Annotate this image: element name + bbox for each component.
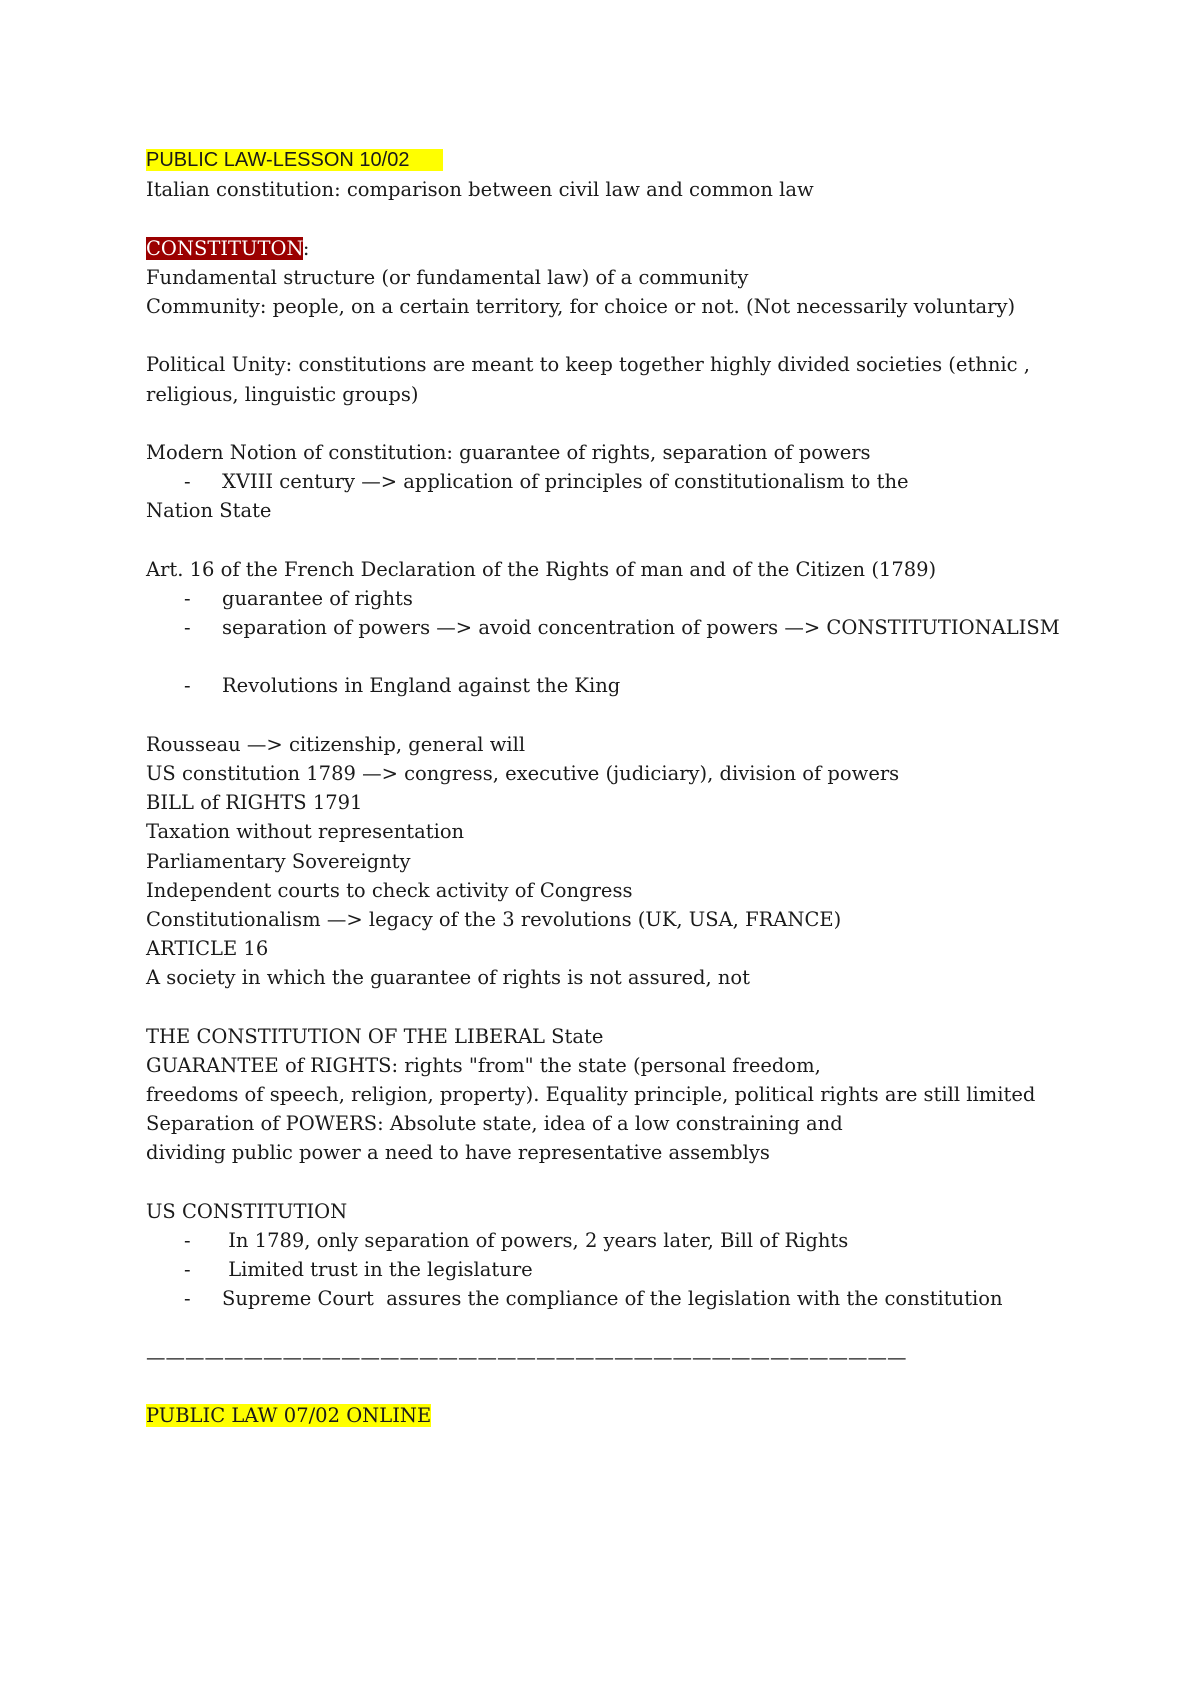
section-title-2	[146, 1401, 1106, 1430]
bullet-dash: -	[184, 674, 191, 698]
bullet-text: XVIII century —> application of principles of constitutionalism to the	[222, 470, 909, 494]
bullet-text: guarantee of rights	[222, 586, 413, 610]
bullet-text: separation of powers —> avoid concentration of powers —> CONSTITUTIONALISM	[222, 616, 1060, 639]
text-line: GUARANTEE of RIGHTS: rights "from" the state (personal freedom,	[146, 1053, 821, 1077]
text-line: THE CONSTITUTION OF THE LIBERAL State	[146, 1024, 604, 1048]
text-line: ARTICLE 16	[146, 937, 269, 961]
bullet-item	[146, 613, 1106, 642]
bullet-item	[146, 467, 1106, 496]
spacer	[146, 1314, 1106, 1343]
text-line: US CONSTITUTION	[146, 1199, 348, 1223]
section-title-2-highlight: PUBLIC LAW 07/02 ONLINE	[146, 1404, 432, 1428]
spacer	[146, 701, 1106, 730]
text-line: Community: people, on a certain territory, for choice or not. (Not necessarily voluntary)	[146, 294, 1016, 318]
text-line: A society in which the guarantee of rights is not assured, not	[146, 966, 751, 990]
text-line: dividing public power a need to have representative assemblys	[146, 1141, 770, 1165]
spacer	[146, 642, 1106, 671]
text-line: Fundamental structure (or fundamental law) of a community	[146, 265, 749, 289]
text-line: Parliamentary Sovereignty	[146, 849, 411, 873]
text-line: Political Unity: constitutions are meant to keep together highly divided societies (ethnic ,	[146, 353, 1030, 377]
bullet-text: Supreme Court assures the compliance of the legislation with the constitution	[222, 1287, 1003, 1311]
bullet-dash: -	[184, 1287, 191, 1311]
text-line: Modern Notion of constitution: guarantee of rights, separation of powers	[146, 440, 871, 464]
document-page	[146, 146, 1106, 1430]
bullet-dash: -	[184, 616, 191, 639]
spacer	[146, 992, 1106, 1021]
bullet-dash: -	[184, 1228, 191, 1252]
text-line: freedoms of speech, religion, property). Equality principle, political rights are still limited	[146, 1083, 1036, 1106]
text-line: religious, linguistic groups)	[146, 382, 419, 406]
lesson-title	[146, 146, 1106, 175]
text-line: US constitution 1789 —> congress, executive (judiciary), division of powers	[146, 761, 900, 785]
text-line: Independent courts to check activity of Congress	[146, 878, 633, 902]
spacer	[146, 1372, 1106, 1401]
text-line: Separation of POWERS: Absolute state, idea of a low constraining and	[146, 1112, 843, 1136]
spacer	[146, 1168, 1106, 1197]
bullet-item	[146, 584, 1106, 613]
horizontal-rule-text: ———————————————————————————————————————	[146, 1345, 907, 1369]
text-line: BILL of RIGHTS 1791	[146, 791, 363, 815]
text-line: Nation State	[146, 499, 272, 523]
spacer	[146, 409, 1106, 438]
bullet-item	[146, 1284, 1106, 1313]
spacer	[146, 204, 1106, 233]
bullet-dash: -	[184, 1258, 191, 1282]
bullet-item	[146, 1226, 1106, 1255]
bullet-text: Limited trust in the legislature	[222, 1258, 533, 1282]
text-line: Constitutionalism —> legacy of the 3 revolutions (UK, USA, FRANCE)	[146, 907, 842, 931]
bullet-text: Revolutions in England against the King	[222, 674, 621, 698]
lesson-title-highlight: PUBLIC LAW-LESSON 10/02	[146, 149, 443, 171]
text-line: Taxation without representation	[146, 820, 465, 844]
bullet-dash: -	[184, 586, 191, 610]
constitution-heading-highlight: CONSTITUTON	[146, 236, 303, 260]
constitution-heading: CONSTITUTON:	[146, 236, 310, 260]
text-line: Art. 16 of the French Declaration of the Rights of man and of the Citizen (1789)	[146, 557, 937, 581]
bullet-item	[146, 1255, 1106, 1284]
lesson-subtitle: Italian constitution: comparison between civil law and common law	[146, 178, 814, 202]
bullet-dash: -	[184, 470, 191, 494]
bullet-item	[146, 671, 1106, 700]
spacer	[146, 525, 1106, 554]
text-line: Rousseau —> citizenship, general will	[146, 732, 526, 756]
spacer	[146, 321, 1106, 350]
bullet-text: In 1789, only separation of powers, 2 years later, Bill of Rights	[222, 1228, 849, 1252]
